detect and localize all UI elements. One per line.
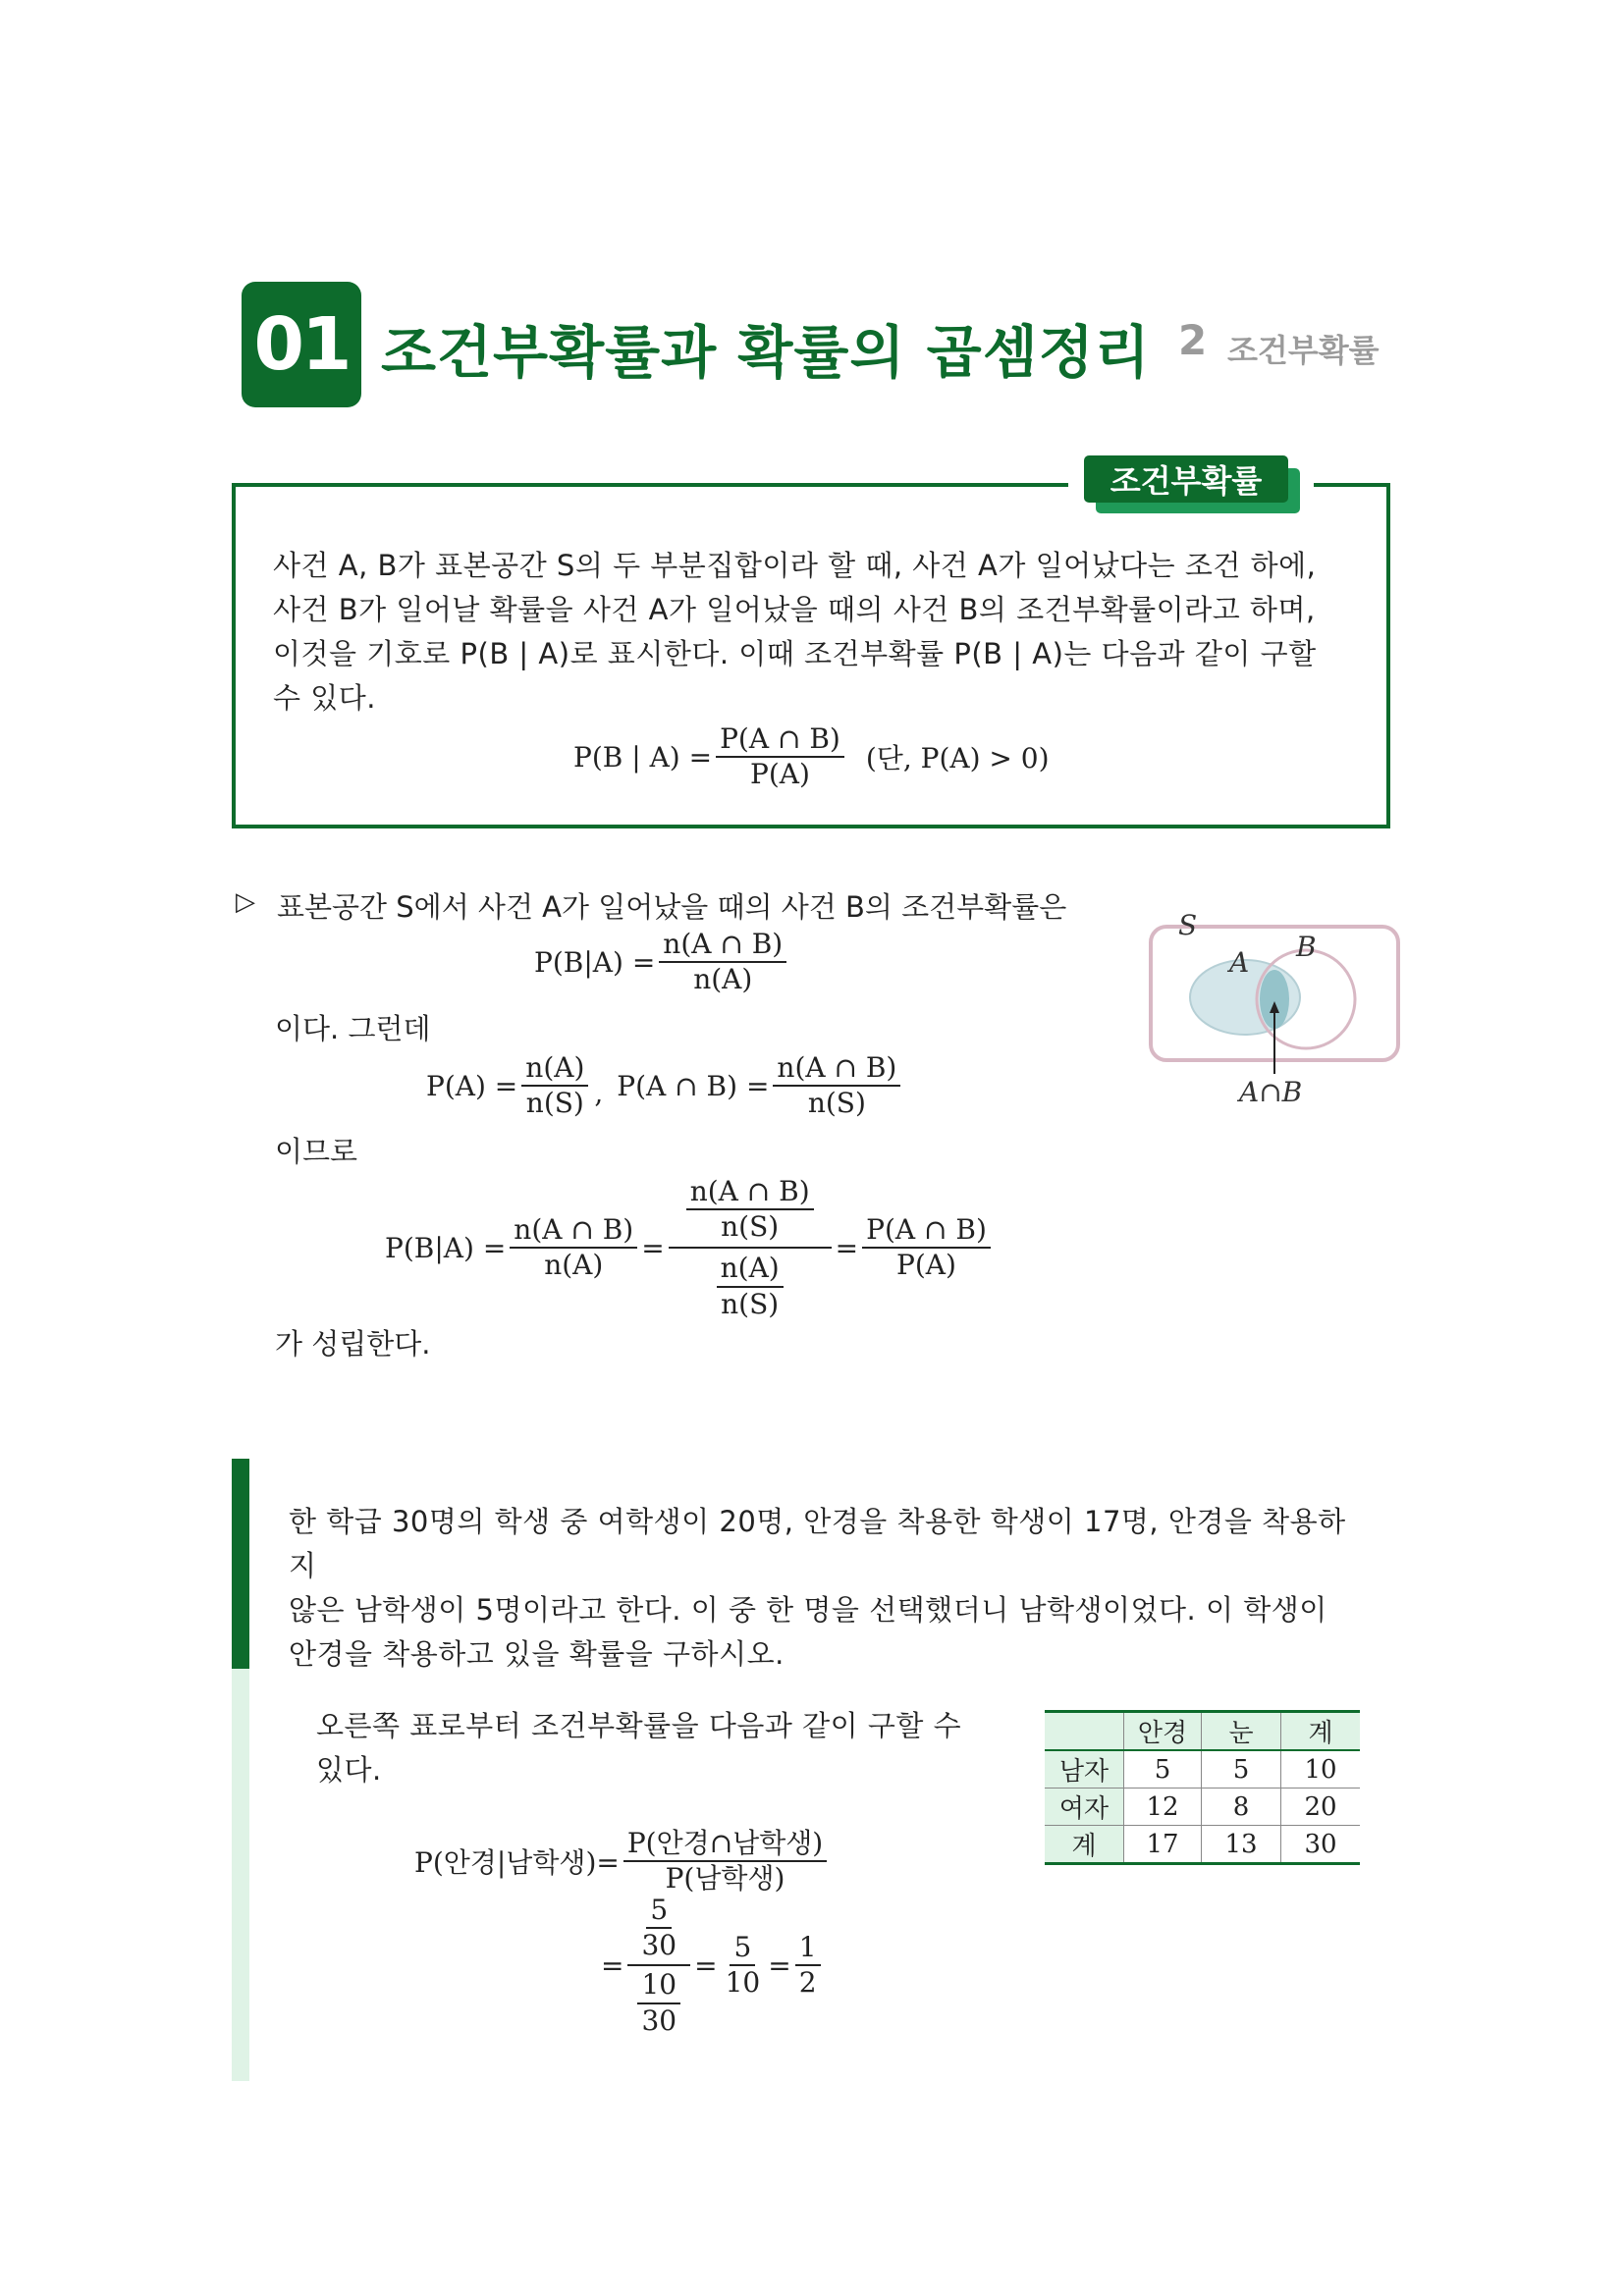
fraction-numerator: 5 (730, 1932, 755, 1966)
solution-bar (232, 1669, 249, 2081)
label-a: A (1229, 946, 1250, 979)
label-b: B (1296, 931, 1317, 963)
compound-denominator (709, 1249, 791, 1319)
explanation-text: 가 성립한다. (275, 1327, 431, 1361)
fraction-denominator: n(A) (693, 963, 753, 996)
example-line: 안경을 착용하고 있을 확률을 구하시오. (289, 1637, 785, 1671)
fraction-numerator: n(A ∩ B) (686, 1176, 814, 1210)
table-cell: 20 (1281, 1789, 1361, 1826)
formula-fraction (623, 1828, 827, 1895)
solution-line: 오른쪽 표로부터 조건부확률을 다음과 같이 구할 수 (316, 1709, 962, 1742)
formula-derivation (385, 1176, 995, 1320)
formula-fraction (722, 1932, 765, 1999)
compound-fraction (627, 1895, 690, 2037)
formula-lhs: P(B | A) = (573, 740, 713, 774)
definition-tab-label: 조건부확률 (1084, 455, 1288, 503)
formula-separator: , (594, 1076, 604, 1109)
table-row (1045, 1750, 1360, 1789)
fraction-numerator: 5 (646, 1895, 672, 1929)
formula-lhs: P(A) = (426, 1069, 518, 1102)
formula-fraction (659, 929, 786, 995)
formula-lhs: P(안경|남학생)= (414, 1846, 620, 1880)
fraction-denominator: n(A) (544, 1249, 604, 1282)
table-cell: 8 (1202, 1789, 1281, 1826)
table-row-label: 계 (1045, 1826, 1124, 1864)
solution-text (316, 1704, 984, 1792)
fraction-numerator: n(A ∩ B) (510, 1214, 637, 1249)
label-intersection: A∩B (1239, 1076, 1303, 1108)
example-bar (232, 1459, 249, 1669)
equals-sign: = (768, 1949, 791, 1982)
formula-fraction (795, 1932, 821, 1999)
equals-sign: = (641, 1231, 665, 1264)
table-row-label: 여자 (1045, 1789, 1124, 1826)
equals-sign: = (601, 1949, 624, 1982)
fraction-denominator: n(S) (721, 1287, 780, 1320)
fraction-numerator: n(A ∩ B) (659, 929, 786, 963)
fraction-denominator: n(S) (807, 1087, 866, 1120)
formula-lhs: P(A ∩ B) = (617, 1069, 770, 1102)
fraction-numerator: n(A) (521, 1052, 588, 1087)
table-cell: 30 (1281, 1826, 1361, 1864)
formula-probabilities (426, 1052, 904, 1119)
example-line: 않은 남학생이 5명이라고 한다. 이 중 한 명을 선택했더니 남학생이었다. 이 학생이 (289, 1593, 1327, 1627)
subsection-number: 2 (1178, 316, 1208, 364)
section-title: 조건부확률과 확률의 곱셈정리 (381, 319, 1151, 386)
example-line: 한 학급 30명의 학생 중 여학생이 20명, 안경을 착용한 학생이 17명, 안경을 착용하지 (289, 1505, 1346, 1582)
compound-fraction (669, 1176, 832, 1320)
fraction-denominator: 10 (725, 1966, 761, 2000)
definition-formula (573, 723, 1050, 790)
table-header-cell: 안경 (1124, 1712, 1202, 1751)
definition-line: 사건 A, B가 표본공간 S의 두 부분집합이라 할 때, 사건 A가 일어났다는 조건 하에, (273, 549, 1317, 582)
equals-sign: = (694, 1949, 718, 1982)
solution-line: 있다. (316, 1753, 382, 1787)
fraction-numerator: P(A ∩ B) (716, 723, 844, 758)
compound-denominator (629, 1966, 688, 2036)
explanation-intro: 표본공간 S에서 사건 A가 일어났을 때의 사건 B의 조건부확률은 (277, 890, 1067, 924)
fraction-numerator: n(A) (717, 1253, 784, 1287)
compound-numerator (627, 1895, 690, 1966)
fraction-numerator: n(A ∩ B) (773, 1052, 900, 1087)
definition-line: 수 있다. (273, 681, 376, 715)
table-cell: 10 (1281, 1750, 1361, 1789)
label-s: S (1178, 911, 1198, 941)
formula-condition: (단, P(A) > 0) (865, 742, 1050, 775)
fraction-denominator: n(S) (525, 1087, 584, 1120)
table-cell: 5 (1124, 1750, 1202, 1789)
explanation-text: 이므로 (275, 1135, 358, 1168)
solution-formula (414, 1828, 831, 1895)
formula-lhs: P(B|A) = (385, 1231, 507, 1264)
definition-line: 이것을 기호로 P(B | A)로 표시한다. 이때 조건부확률 P(B | A)는 다음과 같이 구할 (273, 637, 1317, 670)
section-number-badge: 01 (242, 282, 361, 407)
definition-line: 사건 B가 일어날 확률을 사건 A가 일어났을 때의 사건 B의 조건부확률이라고 하며, (273, 593, 1316, 626)
formula-conditional-count (534, 929, 790, 995)
formula-fraction (686, 1176, 814, 1243)
formula-fraction (637, 1895, 680, 1961)
table-header-cell (1045, 1712, 1124, 1751)
fraction-denominator: P(A) (750, 758, 810, 791)
table-header-cell: 눈 (1202, 1712, 1281, 1751)
fraction-denominator: 30 (641, 1929, 677, 1962)
fraction-denominator: P(A) (896, 1249, 956, 1282)
table-cell: 17 (1124, 1826, 1202, 1864)
fraction-numerator: P(안경∩남학생) (623, 1828, 827, 1862)
table-header-row (1045, 1712, 1360, 1751)
table-row-label: 남자 (1045, 1750, 1124, 1789)
compound-numerator (669, 1176, 832, 1249)
table-header-cell: 계 (1281, 1712, 1361, 1751)
table-cell: 12 (1124, 1789, 1202, 1826)
data-table (1045, 1710, 1360, 1865)
explanation-text: 이다. 그런데 (275, 1012, 431, 1045)
formula-fraction (717, 1253, 784, 1319)
table-row (1045, 1789, 1360, 1826)
formula-fraction (637, 1969, 680, 2036)
equals-sign: = (835, 1231, 859, 1264)
table-cell: 13 (1202, 1826, 1281, 1864)
definition-text (273, 544, 1333, 721)
fraction-denominator: 30 (641, 2003, 677, 2037)
fraction-numerator: 10 (637, 1969, 680, 2003)
fraction-denominator: n(S) (721, 1210, 780, 1244)
formula-fraction (773, 1052, 900, 1119)
fraction-denominator: 2 (798, 1966, 817, 2000)
subsection-title: 조건부확률 (1227, 332, 1380, 369)
formula-fraction (862, 1214, 991, 1281)
table-row (1045, 1826, 1360, 1864)
fraction-numerator: 1 (795, 1932, 821, 1966)
fraction-denominator: P(남학생) (665, 1862, 785, 1896)
table-cell: 5 (1202, 1750, 1281, 1789)
fraction-numerator: P(A ∩ B) (862, 1214, 991, 1249)
formula-fraction (521, 1052, 588, 1119)
formula-fraction (510, 1214, 637, 1281)
triangle-marker-icon: ▷ (236, 887, 255, 917)
solution-computation (601, 1895, 825, 2037)
example-problem (289, 1500, 1369, 1677)
formula-fraction (716, 723, 844, 790)
formula-lhs: P(B|A) = (534, 945, 656, 979)
venn-diagram (1147, 911, 1402, 1117)
